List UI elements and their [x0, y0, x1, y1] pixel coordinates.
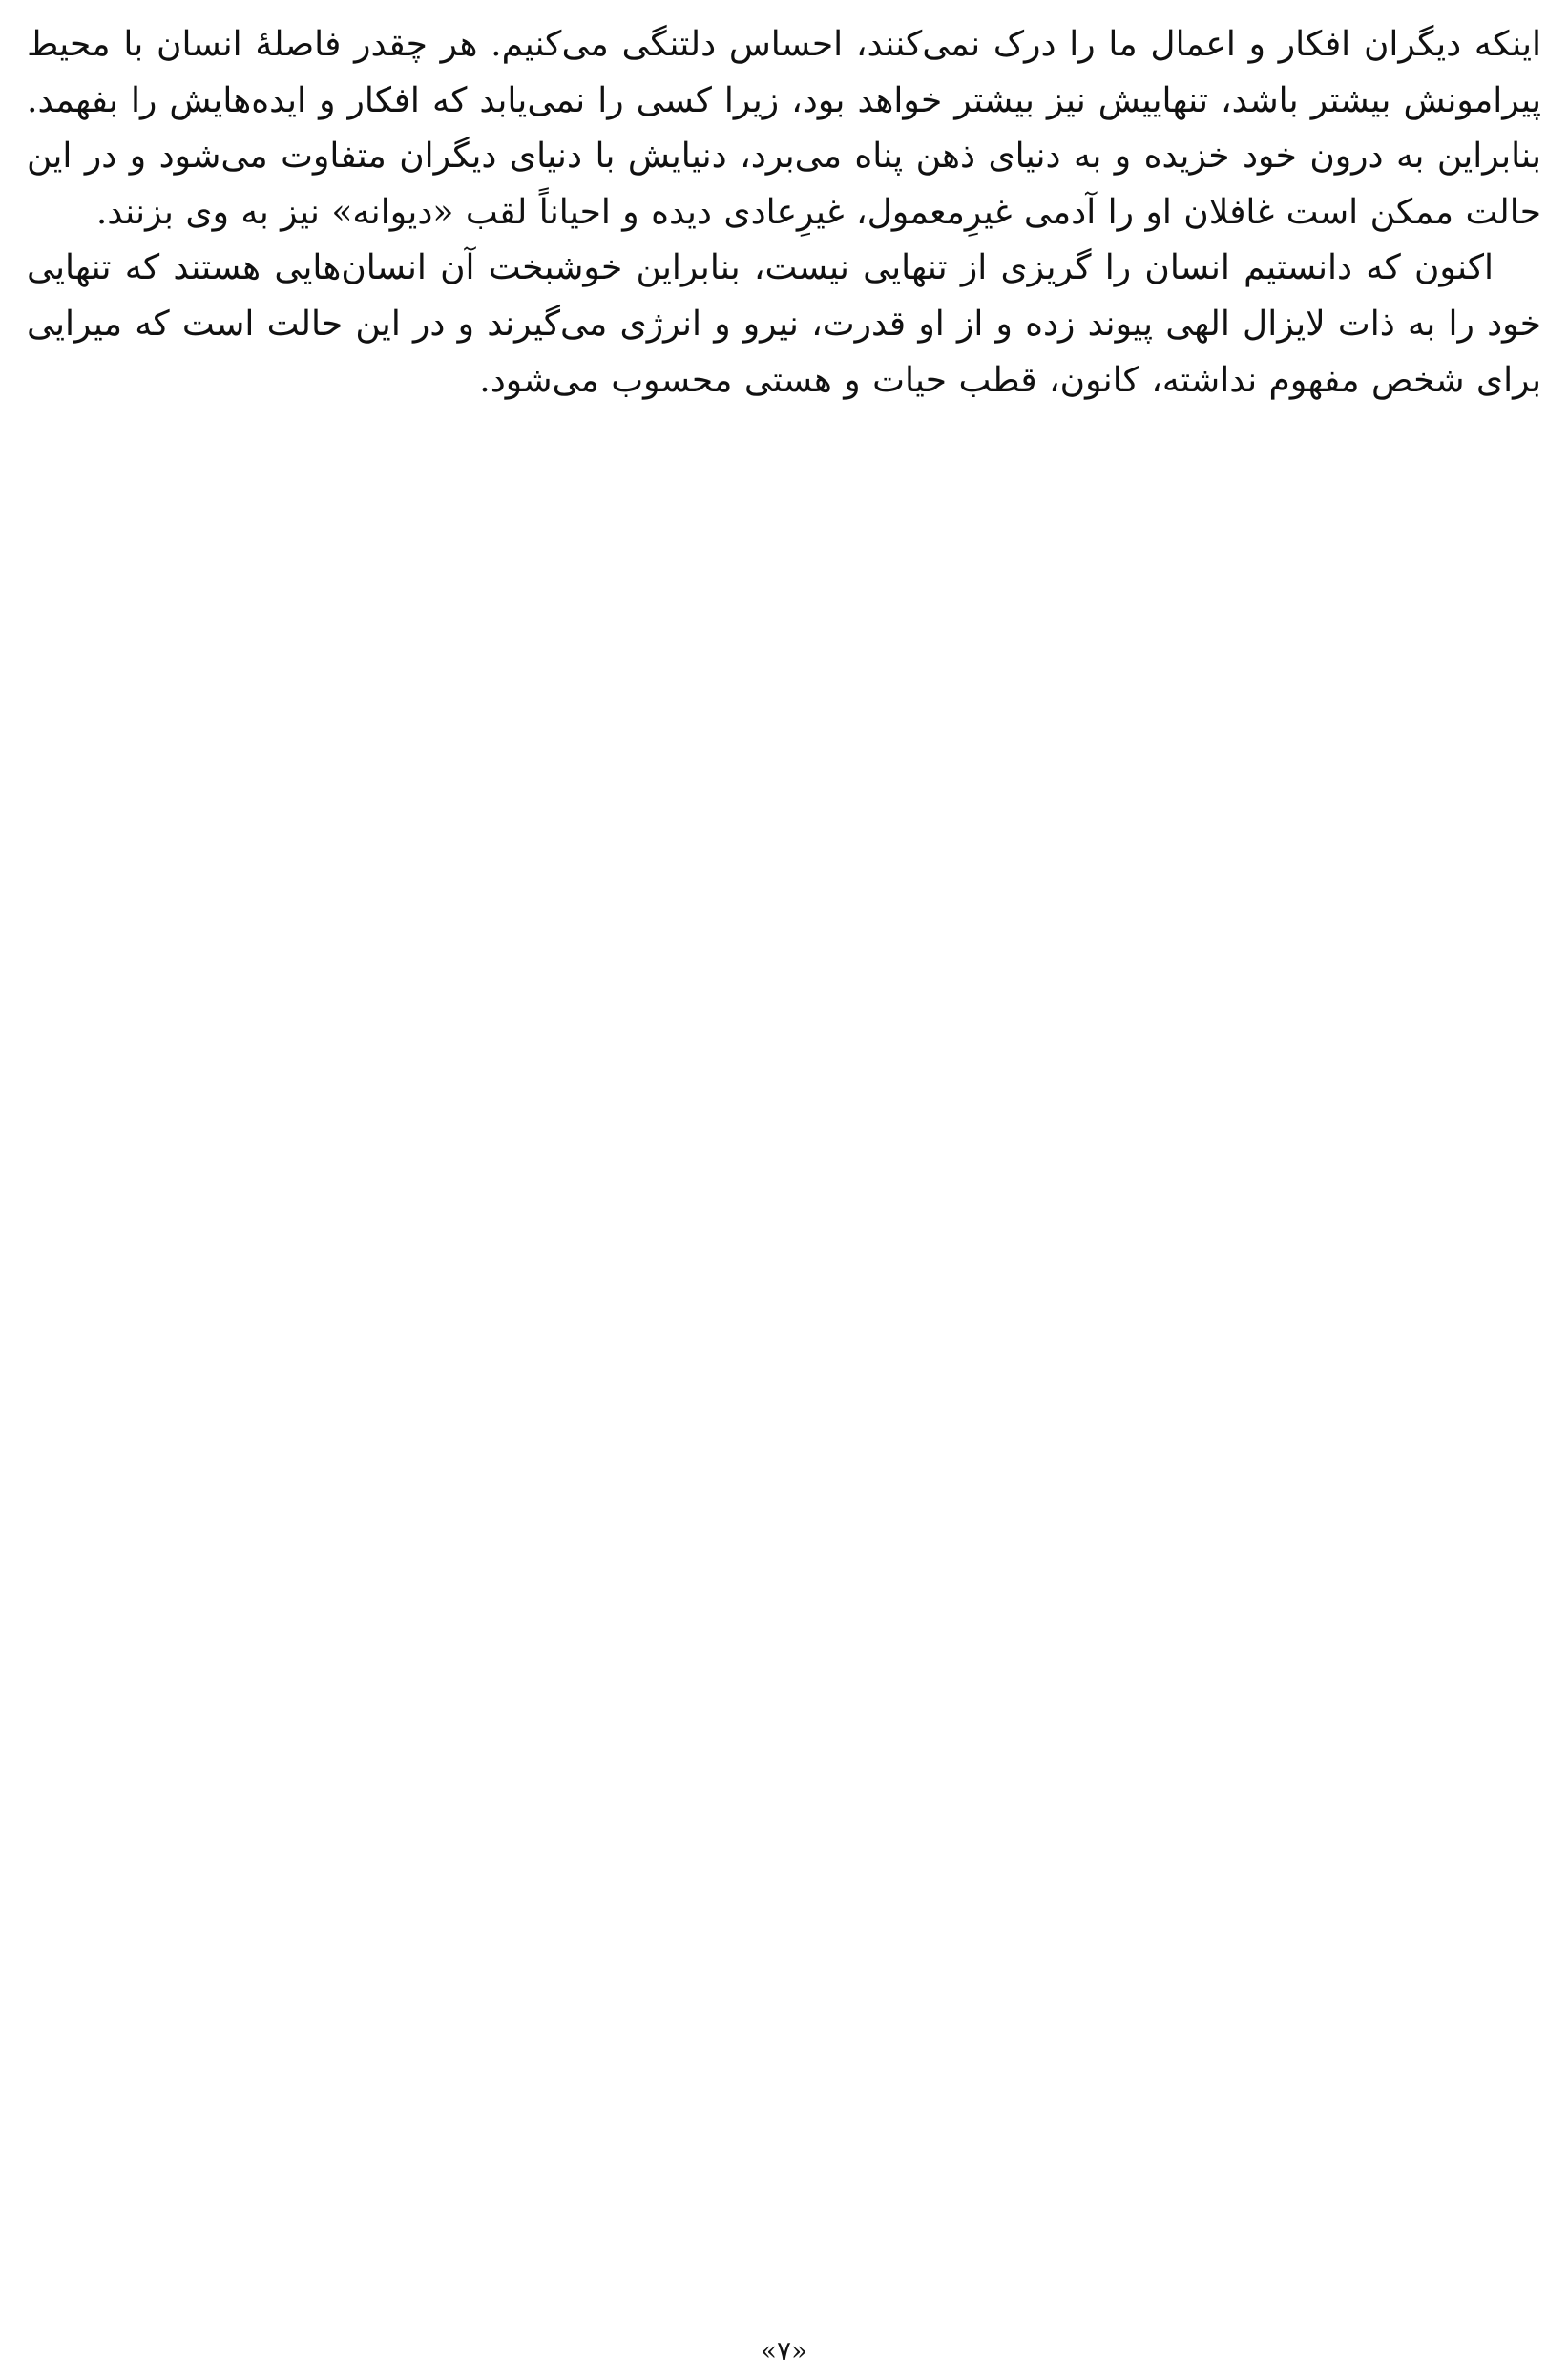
paragraph-2: اکنون که دانستیم انسان را گریزی از تنهایی نیست، بنابراین خوشبخت آن انسان‌هایی هستند که تنهایی خود را به ذات لایزال الهی پیوند زده و از او قدرت، نیرو و انرژی می‌گیرند و در این حالت است که میرایی برای شخص مفهوم نداشته، کانون، قطب حیات و هستی محسوب می‌شود.	[27, 248, 1541, 400]
paragraph-1: اینکه دیگران افکار و اعمال ما را درک نمی‌کنند، احساس دلتنگی می‌کنیم. هر چقدر فاصلۀ انسان با محیط پیرامونش بیشتر باشد، تنهاییش نیز بیشتر خواهد بود، زیرا کسی را نمی‌یابد که افکار و ایده‌هایش را بفهمد. بنابراین به درون خود خزیده و به دنیای ذهن پناه می‌برد، دنیایش با دنیای دیگران متفاوت می‌شود و در این حالت ممکن است غافلان او را آدمی غیرِمعمول، غیرِعادی دیده و احیاناً لقب «دیوانه» نیز به وی بزنند.	[27, 25, 1541, 232]
page-number: «۷»	[760, 2335, 808, 2367]
body-text	[27, 17, 1541, 409]
